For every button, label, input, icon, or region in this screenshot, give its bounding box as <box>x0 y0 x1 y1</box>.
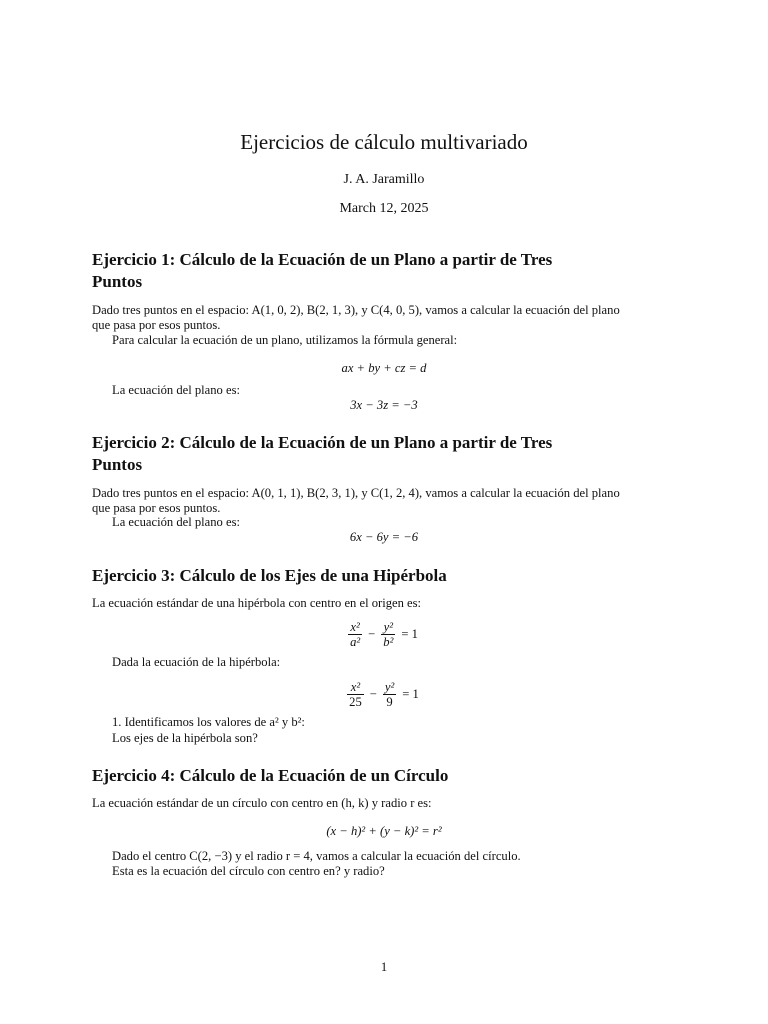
equation: ax + by + cz = d <box>341 361 427 375</box>
minus-sign: − <box>368 627 376 641</box>
denominator: a² <box>350 635 361 649</box>
equation-fraction <box>0 620 768 649</box>
equation-rhs: = 1 <box>402 687 419 701</box>
paragraph <box>92 303 682 333</box>
equation: (x − h)² + (y − k)² = r² <box>326 824 442 838</box>
denominator: 9 <box>386 695 393 709</box>
section-heading-ej1 <box>92 249 682 293</box>
text-line: que pasa por esos puntos. <box>92 501 221 515</box>
section-heading-ej2 <box>92 432 682 476</box>
document-title: Ejercicios de cálculo multivariado <box>240 130 528 154</box>
fraction <box>348 620 362 649</box>
heading-line: Puntos <box>92 455 143 474</box>
paragraph: 1. Identificamos los valores de a² y b²: <box>112 715 305 729</box>
paragraph: Dada la ecuación de la hipérbola: <box>112 655 281 669</box>
heading-line: Ejercicio 2: Cálculo de la Ecuación de un Plano a partir de Tres <box>92 433 553 452</box>
paragraph: Esta es la ecuación del círculo con centro en? y radio? <box>112 864 385 878</box>
equation-rhs: = 1 <box>401 627 418 641</box>
paragraph: Los ejes de la hipérbola son? <box>112 731 258 745</box>
page-number: 1 <box>380 960 388 974</box>
fraction <box>347 680 364 709</box>
text-line: que pasa por esos puntos. <box>92 318 221 332</box>
heading-line: Ejercicio 1: Cálculo de la Ecuación de un Plano a partir de Tres <box>92 250 553 269</box>
numerator: x² <box>347 680 364 695</box>
heading-line: Puntos <box>92 272 143 291</box>
document-date: March 12, 2025 <box>339 201 429 216</box>
denominator: 25 <box>349 695 362 709</box>
fraction <box>381 620 395 649</box>
text-line: Dado tres puntos en el espacio: A(1, 0, 2), B(2, 1, 3), y C(4, 0, 5), vamos a calcular la ecuación del plano <box>92 303 620 317</box>
equation-fraction <box>0 680 768 709</box>
paragraph: La ecuación del plano es: <box>112 515 240 529</box>
numerator: x² <box>348 620 362 635</box>
document-author: J. A. Jaramillo <box>343 172 425 187</box>
paragraph: La ecuación estándar de una hipérbola con centro en el origen es: <box>92 596 422 610</box>
paragraph: La ecuación estándar de un círculo con centro en (h, k) y radio r es: <box>92 796 432 810</box>
equation: 3x − 3z = −3 <box>350 398 418 412</box>
paragraph <box>92 486 682 516</box>
numerator: y² <box>381 620 395 635</box>
equation: 6x − 6y = −6 <box>349 530 419 544</box>
text-line: Dado tres puntos en el espacio: A(0, 1, 1), B(2, 3, 1), y C(1, 2, 4), vamos a calcular la ecuación del plano <box>92 486 620 500</box>
paragraph: Dado el centro C(2, −3) y el radio r = 4, vamos a calcular la ecuación del círculo. <box>112 849 521 863</box>
paragraph: Para calcular la ecuación de un plano, utilizamos la fórmula general: <box>112 333 458 347</box>
denominator: b² <box>383 635 394 649</box>
section-heading-ej4: Ejercicio 4: Cálculo de la Ecuación de un Círculo <box>92 766 449 785</box>
minus-sign: − <box>369 687 377 701</box>
fraction <box>383 680 396 709</box>
section-heading-ej3: Ejercicio 3: Cálculo de los Ejes de una Hipérbola <box>92 566 447 585</box>
numerator: y² <box>384 680 395 694</box>
paragraph: La ecuación del plano es: <box>112 383 240 397</box>
